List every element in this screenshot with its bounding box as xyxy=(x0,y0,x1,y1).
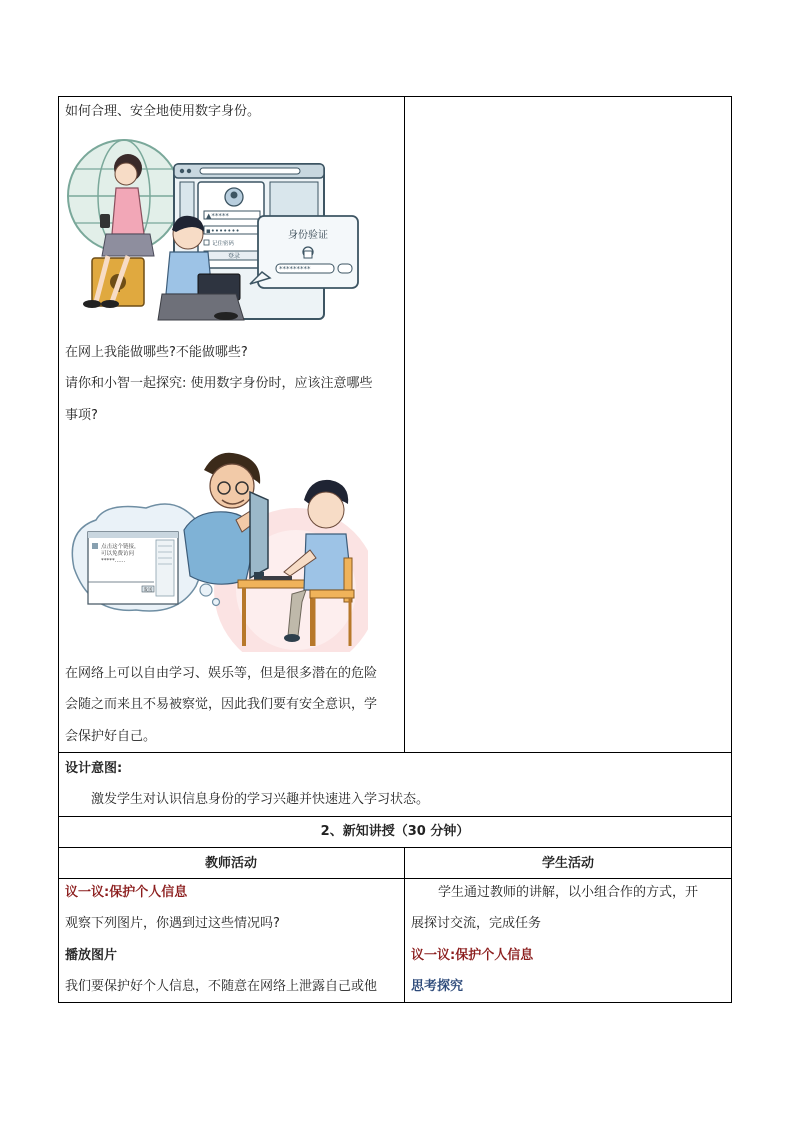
table-border-bottom xyxy=(58,1002,732,1003)
table-column-divider xyxy=(404,96,405,753)
student-think-explore: 思考探究 xyxy=(411,979,464,994)
teacher-play-images: 播放图片 xyxy=(65,948,118,963)
password-mask: ▪••••••• xyxy=(206,227,240,235)
discuss-prefix: 议一议: xyxy=(65,885,110,900)
table-row-divider xyxy=(58,847,732,848)
chat-message-line3: *****...... xyxy=(101,558,126,564)
teacher-observe-line: 观察下列图片，你遇到过这些情况吗? xyxy=(65,916,280,931)
teacher-discuss-line xyxy=(65,886,187,899)
danger-paragraph-line3: 会保护好自己。 xyxy=(65,729,157,744)
student-activity-line1: 学生通过教师的讲解，以小组合作的方式，开 xyxy=(438,885,699,900)
danger-paragraph-line2: 会随之而来且不易被察觉，因此我们要有安全意识，学 xyxy=(65,697,378,712)
chat-message-line2: 可以免费访问 xyxy=(101,551,135,557)
question-explore-line1: 请你和小智一起探究: 使用数字身份时，应该注意哪些 xyxy=(65,376,373,391)
chat-send-button: 发送 xyxy=(143,588,153,593)
design-intent-text: 激发学生对认识信息身份的学习兴趣并快速进入学习状态。 xyxy=(91,792,430,807)
section-header: 2、新知讲授（30 分钟） xyxy=(320,824,470,839)
popup-code-mask: ********* xyxy=(279,265,311,273)
table-row-divider xyxy=(58,816,732,817)
online-danger-illustration xyxy=(66,440,368,652)
username-mask: ▲***** xyxy=(206,212,229,220)
discuss-topic: 保护个人信息 xyxy=(109,885,188,900)
danger-paragraph-line1: 在网络上可以自由学习、娱乐等，但是很多潜在的危险 xyxy=(65,666,378,681)
student-activity-line2: 展探讨交流，完成任务 xyxy=(411,916,542,931)
discuss-topic: 保护个人信息 xyxy=(455,948,534,963)
design-intent-label: 设计意图: xyxy=(65,761,123,776)
question-explore-line2: 事项? xyxy=(65,408,98,423)
discuss-prefix: 议一议: xyxy=(411,948,456,963)
table-row-divider xyxy=(58,752,732,753)
table-column-divider xyxy=(404,847,405,1003)
table-border-right xyxy=(731,96,732,1003)
table-row-divider xyxy=(58,878,732,879)
teacher-protect-info-line: 我们要保护好个人信息，不随意在网络上泄露自己或他 xyxy=(65,979,378,994)
digital-identity-illustration xyxy=(66,134,368,328)
student-discuss-line xyxy=(411,949,533,962)
teacher-activity-header: 教师活动 xyxy=(204,856,257,871)
chat-message-line1: 点击这个链接， xyxy=(101,544,140,550)
popup-title: 身份验证 xyxy=(288,230,328,241)
intro-heading: 如何合理、安全地使用数字身份。 xyxy=(65,104,261,119)
remember-password-label: 记住密码 xyxy=(212,241,235,247)
student-activity-header: 学生活动 xyxy=(541,856,594,871)
login-button-label: 登录 xyxy=(227,253,241,260)
table-border-top xyxy=(58,96,732,97)
question-can-or-cannot: 在网上我能做哪些?不能做哪些? xyxy=(65,345,248,360)
